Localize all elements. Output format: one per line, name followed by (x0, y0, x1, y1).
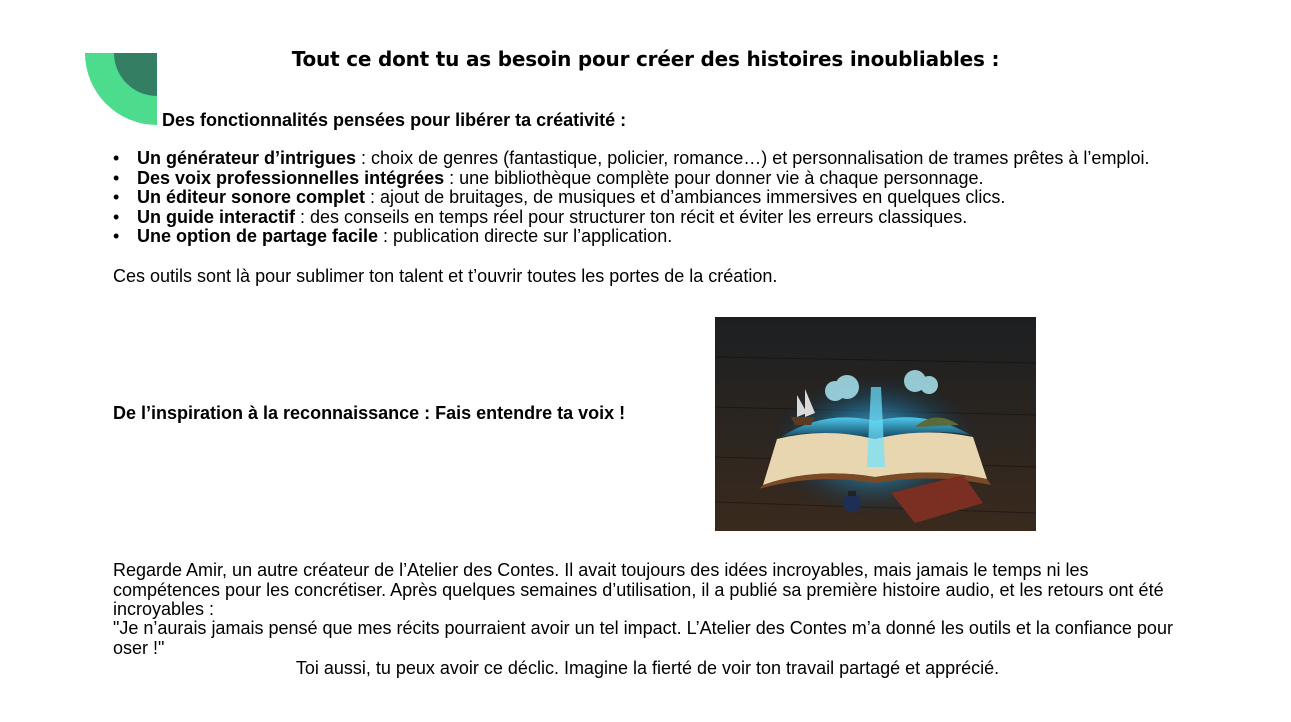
bullet-icon: • (113, 206, 120, 227)
page-title: Tout ce dont tu as besoin pour créer des histoires inoubliables : (291, 47, 1000, 71)
feature-description: : ajout de bruitages, de musiques et d’ambiances immersives en quelques clics. (365, 187, 1006, 208)
feature-name: Des voix professionnelles intégrées (137, 167, 445, 188)
ink-bottle (843, 494, 861, 512)
testimonial-quote: "Je n’aurais jamais pensé que mes récits pourraient avoir un tel impact. L’Atelier des Contes m’a donné les outils et la confiance pour oser !" (113, 618, 1173, 658)
closing-line: Toi aussi, tu peux avoir ce déclic. Imagine la fierté de voir ton travail partagé et apprécié. (295, 658, 1000, 678)
list-item (113, 149, 1213, 169)
feature-description: : publication directe sur l’application. (378, 226, 673, 247)
feature-name: Un guide interactif (137, 206, 296, 227)
list-item (113, 188, 1213, 208)
feature-description: : choix de genres (fantastique, policier, romance…) et personnalisation de trames prêtes à l’emploi. (356, 148, 1150, 168)
bullet-icon: • (113, 226, 120, 247)
open-magic-book-illustration (715, 317, 1036, 531)
bullet-icon: • (113, 187, 120, 208)
list-item (113, 227, 1213, 247)
section-heading: De l’inspiration à la reconnaissance : Fais entendre ta voix ! (113, 403, 626, 423)
feature-name: Un éditeur sonore complet (137, 187, 366, 208)
feature-description: : une bibliothèque complète pour donner vie à chaque personnage. (444, 167, 984, 188)
bullet-icon: • (113, 167, 120, 188)
list-item (113, 208, 1213, 228)
feature-description: : des conseils en temps réel pour structurer ton récit et éviter les erreurs classiques. (295, 206, 968, 227)
feature-name: Un générateur d’intrigues (137, 148, 357, 168)
features-outro: Ces outils sont là pour sublimer ton talent et t’ouvrir toutes les portes de la création. (113, 266, 778, 286)
list-item (113, 169, 1213, 189)
feature-name: Une option de partage facile (137, 226, 379, 247)
bullet-icon: • (113, 148, 120, 168)
feature-list (113, 149, 1213, 247)
story-paragraph: Regarde Amir, un autre créateur de l’Atelier des Contes. Il avait toujours des idées incroyables, mais jamais le temps ni les compétences pour les concrétiser. Après quelques semaines d’utilisation, il a publié sa première histoire audio, et les retours ont été incroyables : (113, 560, 1164, 619)
features-heading: Des fonctionnalités pensées pour libérer ta créativité : (162, 110, 627, 130)
